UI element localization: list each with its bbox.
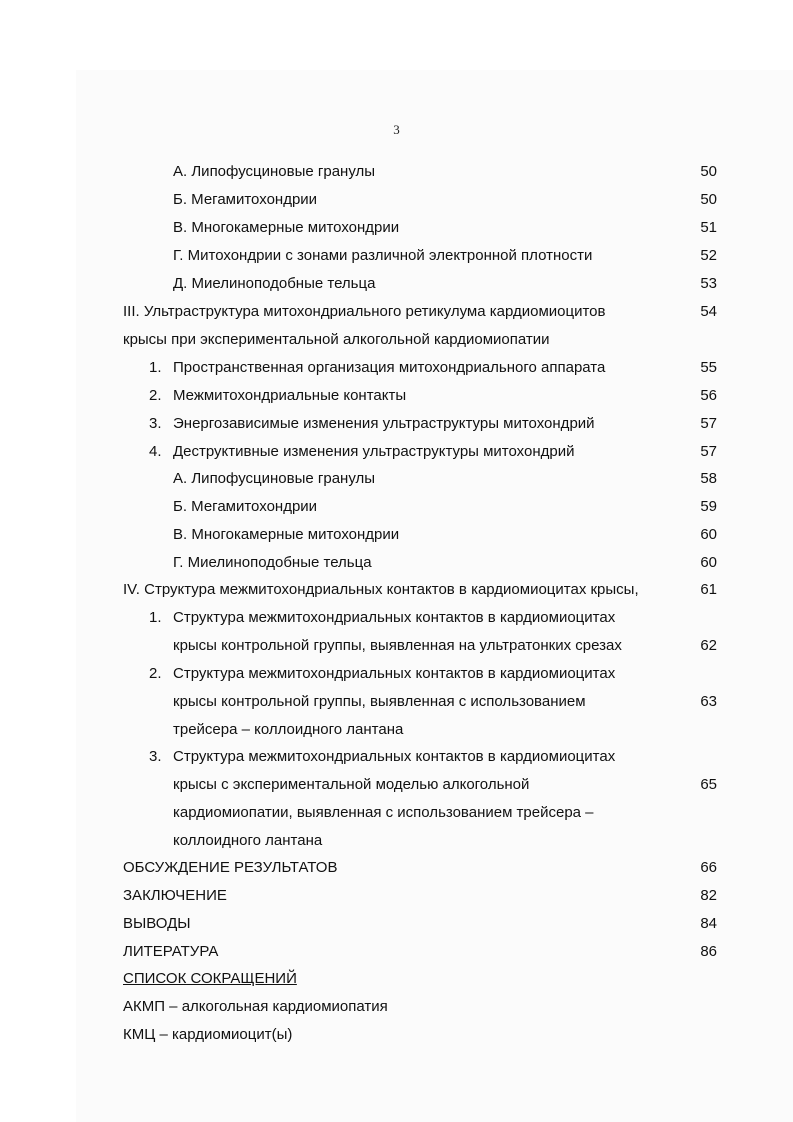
toc-entry-page: 62 <box>700 637 717 654</box>
toc-entry <box>0 802 793 824</box>
toc-entry-text: А. Липофусциновые гранулы <box>173 470 376 487</box>
toc-entry-page: 63 <box>700 693 717 710</box>
toc-entry-text: Б. Мегамитохондрии <box>173 191 318 208</box>
toc-entry-text: Пространственная организация митохондриального аппарата <box>173 359 606 376</box>
toc-entry-page: 66 <box>700 859 717 876</box>
toc-entry <box>0 245 793 267</box>
toc-entry-page: 57 <box>700 415 717 432</box>
toc-entry-text: Деструктивные изменения ультраструктуры митохондрий <box>173 443 575 460</box>
toc-entry <box>0 857 793 879</box>
toc-entry <box>0 691 793 713</box>
toc-entry-page: 51 <box>700 219 717 236</box>
toc-entry-page: 55 <box>700 359 717 376</box>
abbreviation-item <box>0 996 793 1018</box>
toc-entry-page: 58 <box>700 470 717 487</box>
toc-entry-number: 2. <box>149 387 162 404</box>
toc-entry <box>0 913 793 935</box>
toc-entry-text: Д. Миелиноподобные тельца <box>173 275 376 292</box>
toc-entry-text: ЗАКЛЮЧЕНИЕ <box>123 887 227 904</box>
toc-entry-page: 82 <box>700 887 717 904</box>
toc-entry-text: кардиомиопатии, выявленная с использованием трейсера – <box>173 804 594 821</box>
toc-entry-text: крысы при экспериментальной алкогольной кардиомиопатии <box>123 331 550 348</box>
toc-entry-text: IV. Структура межмитохондриальных контактов в кардиомиоцитах крысы, <box>123 581 639 598</box>
abbreviation-text: КМЦ – кардиомиоцит(ы) <box>123 1026 293 1043</box>
toc-entry-text: Структура межмитохондриальных контактов в кардиомиоцитах <box>173 748 616 765</box>
toc-entry-text: Структура межмитохондриальных контактов в кардиомиоцитах <box>173 665 616 682</box>
toc-entry-text: Энергозависимые изменения ультраструктуры митохондрий <box>173 415 595 432</box>
abbreviations-heading-line <box>0 968 793 990</box>
toc-entry <box>0 357 793 379</box>
toc-entry-number: 1. <box>149 359 162 376</box>
toc-entry-text: крысы контрольной группы, выявленная на ультратонких срезах <box>173 637 622 654</box>
toc-entry-number: 2. <box>149 665 162 682</box>
toc-entry-text: ЛИТЕРАТУРА <box>123 943 219 960</box>
toc-entry <box>0 885 793 907</box>
toc-entry-page: 65 <box>700 776 717 793</box>
toc-entry <box>0 496 793 518</box>
toc-entry-number: 1. <box>149 609 162 626</box>
toc-entry-text: Межмитохондриальные контакты <box>173 387 407 404</box>
toc-entry-text: Г. Митохондрии с зонами различной электронной плотности <box>173 247 593 264</box>
toc-entry <box>0 774 793 796</box>
toc-entry <box>0 189 793 211</box>
toc-entry-page: 60 <box>700 526 717 543</box>
toc-entry <box>0 552 793 574</box>
toc-entry-number: 3. <box>149 415 162 432</box>
toc-entry <box>0 663 793 685</box>
toc-entry-text: крысы контрольной группы, выявленная с использованием <box>173 693 586 710</box>
toc-entry <box>0 719 793 741</box>
toc-entry <box>0 607 793 629</box>
toc-entry-text: Г. Миелиноподобные тельца <box>173 554 372 571</box>
toc-entry-text: крысы с экспериментальной моделью алкогольной <box>173 776 530 793</box>
toc-entry-page: 59 <box>700 498 717 515</box>
toc-entry-page: 86 <box>700 943 717 960</box>
toc-entry-page: 56 <box>700 387 717 404</box>
toc-entry <box>0 413 793 435</box>
toc-entry <box>0 329 793 351</box>
toc-entry <box>0 524 793 546</box>
toc-entry-page: 61 <box>700 581 717 598</box>
toc-entry-text: трейсера – коллоидного лантана <box>173 721 404 738</box>
toc-entry-text: В. Многокамерные митохондрии <box>173 219 400 236</box>
toc-entry <box>0 468 793 490</box>
toc-entry <box>0 161 793 183</box>
toc-entry-page: 50 <box>700 191 717 208</box>
toc-entry-text: Структура межмитохондриальных контактов в кардиомиоцитах <box>173 609 616 626</box>
toc-entry <box>0 830 793 852</box>
abbreviation-text: АКМП – алкогольная кардиомиопатия <box>123 998 388 1015</box>
toc-entry-number: 3. <box>149 748 162 765</box>
abbreviations-heading: СПИСОК СОКРАЩЕНИЙ <box>123 970 297 987</box>
toc-entry-text: Б. Мегамитохондрии <box>173 498 318 515</box>
toc-entry <box>0 385 793 407</box>
toc-entry-page: 57 <box>700 443 717 460</box>
toc-entry <box>0 746 793 768</box>
abbreviation-item <box>0 1024 793 1046</box>
toc-entry-text: А. Липофусциновые гранулы <box>173 163 376 180</box>
page-number: 3 <box>393 122 400 137</box>
toc-entry <box>0 635 793 657</box>
toc-entry <box>0 217 793 239</box>
toc-entry <box>0 301 793 323</box>
toc-entry-page: 54 <box>700 303 717 320</box>
toc-entry-text: В. Многокамерные митохондрии <box>173 526 400 543</box>
toc-entry <box>0 441 793 463</box>
toc-entry-text: III. Ультраструктура митохондриального ретикулума кардиомиоцитов <box>123 303 606 320</box>
toc-entry-page: 50 <box>700 163 717 180</box>
toc-entry <box>0 941 793 963</box>
toc-entry-page: 53 <box>700 275 717 292</box>
toc-entry <box>0 273 793 295</box>
toc-entry-text: ВЫВОДЫ <box>123 915 191 932</box>
toc-entry-text: коллоидного лантана <box>173 832 323 849</box>
toc-entry <box>0 579 793 601</box>
toc-entry-number: 4. <box>149 443 162 460</box>
toc-entry-text: ОБСУЖДЕНИЕ РЕЗУЛЬТАТОВ <box>123 859 338 876</box>
toc-entry-page: 52 <box>700 247 717 264</box>
toc-entry-page: 60 <box>700 554 717 571</box>
toc-entry-page: 84 <box>700 915 717 932</box>
